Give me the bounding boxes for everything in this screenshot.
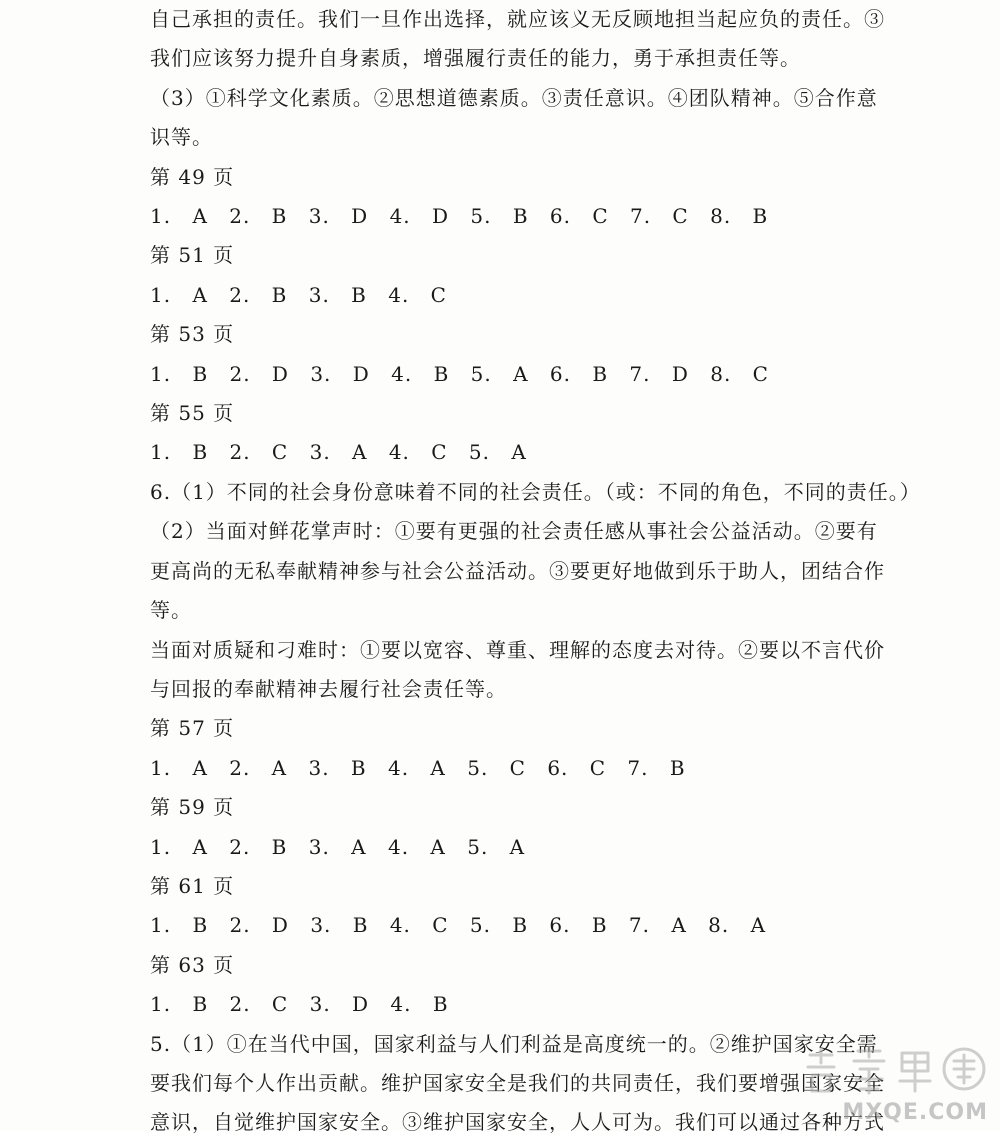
page-heading-57: 第 57 页 <box>150 716 235 741</box>
text-line: 更高尚的无私奉献精神参与社会公益活动。③要更好地做到乐于助人，团结合作 <box>150 558 885 583</box>
text-line: 自己承担的责任。我们一旦作出选择，就应该义无反顾地担当起应负的责任。③ <box>150 7 885 31</box>
text-line: 要我们每个人作出贡献。维护国家安全是我们的共同责任，我们要增强国家安全 <box>150 1070 885 1095</box>
page-heading-59: 第 59 页 <box>150 795 235 820</box>
page-heading-61: 第 61 页 <box>150 873 235 898</box>
watermark-logo-icon <box>798 1041 988 1097</box>
answer-row: 1. B 2. C 3. D 4. B <box>150 992 449 1017</box>
answer-row: 1. A 2. A 3. B 4. A 5. C 6. C 7. B <box>150 755 686 780</box>
answer-row: 1. A 2. B 3. D 4. D 5. B 6. C 7. C 8. B <box>150 204 769 229</box>
page-heading-49: 第 49 页 <box>150 164 235 189</box>
text-line: 意识，自觉维护国家安全。③维护国家安全，人人可为。我们可以通过各种方式 <box>150 1110 885 1135</box>
answer-row: 1. B 2. D 3. B 4. C 5. B 6. B 7. A 8. A <box>150 913 767 938</box>
text-line: 6.（1）不同的社会身份意味着不同的社会责任。（或：不同的角色，不同的责任。） <box>150 479 921 504</box>
text-line: 等。 <box>150 598 192 623</box>
page-heading-53: 第 53 页 <box>150 322 235 347</box>
watermark-text: MXQE.COM <box>842 1100 988 1125</box>
text-line: 我们应该努力提升自身素质，增强履行责任的能力，勇于承担责任等。 <box>150 46 801 71</box>
site-watermark <box>798 1041 988 1127</box>
answer-row: 1. A 2. B 3. A 4. A 5. A <box>150 834 526 859</box>
text-line: （2）当面对鲜花掌声时：①要有更强的社会责任感从事社会公益活动。②要有 <box>150 519 878 544</box>
text-line: 与回报的奉献精神去履行社会责任等。 <box>150 676 507 701</box>
text-line: 5.（1）①在当代中国，国家利益与人们利益是高度统一的。②维护国家安全需 <box>150 1031 878 1056</box>
page-heading-63: 第 63 页 <box>150 952 235 977</box>
page-heading-55: 第 55 页 <box>150 401 235 426</box>
answer-row: 1. A 2. B 3. B 4. C <box>150 282 447 307</box>
page-heading-51: 第 51 页 <box>150 243 235 268</box>
answer-row: 1. B 2. C 3. A 4. C 5. A <box>150 440 527 465</box>
text-line: （3）①科学文化素质。②思想道德素质。③责任意识。④团队精神。⑤合作意 <box>150 85 878 110</box>
text-line: 当面对质疑和刁难时：①要以宽容、尊重、理解的态度去对待。②要以不言代价 <box>150 637 885 662</box>
answer-row: 1. B 2. D 3. D 4. B 5. A 6. B 7. D 8. C <box>150 361 769 386</box>
text-line: 识等。 <box>150 125 213 150</box>
